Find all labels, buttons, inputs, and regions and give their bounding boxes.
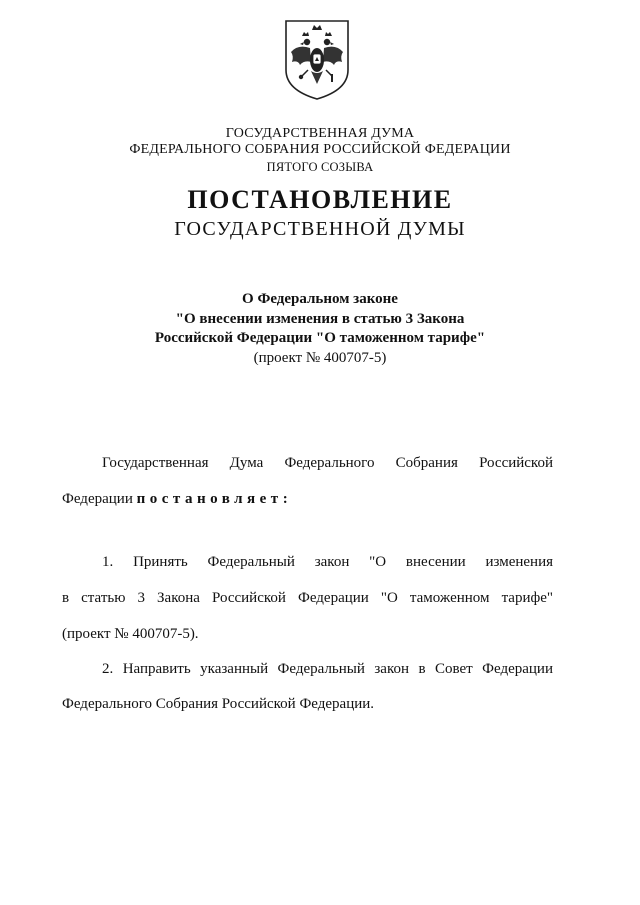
subject-line-2: "О внесении изменения в статью 3 Закона [175, 311, 465, 327]
document-title: ПОСТАНОВЛЕНИЕ [187, 185, 453, 214]
header-parliament-name: ГОСУДАРСТВЕННАЯ ДУМА [225, 126, 415, 141]
coat-of-arms-emblem [282, 18, 352, 102]
resolves-word: постановляет [136, 491, 283, 507]
item-1-line-1: 1. Принять Федеральный закон "О внесении изменения [102, 554, 553, 570]
intro-line-2-start: Федерации [62, 491, 137, 507]
bill-number: (проект № 400707-5) [253, 350, 387, 366]
item-2-line-1: 2. Направить указанный Федеральный закон в Совет Федерации [102, 661, 553, 677]
intro-line-1: Государственная Дума Федерального Собрания Российской [102, 455, 553, 471]
document-subtitle: ГОСУДАРСТВЕННОЙ ДУМЫ [174, 218, 466, 240]
item-1-line-2: в статью 3 Закона Российской Федерации "О таможенном тарифе" [62, 590, 553, 606]
resolves-colon: : [282, 491, 288, 507]
item-1-line-3: (проект № 400707-5). [62, 626, 199, 642]
item-2-line-2: Федерального Собрания Российской Федерации. [62, 696, 375, 712]
intro-line-2 [62, 489, 553, 509]
subject-line-3: Российской Федерации "О таможенном тарифе" [154, 330, 486, 346]
header-convocation: ПЯТОГО СОЗЫВА [266, 160, 374, 174]
double-headed-eagle-icon [282, 18, 352, 102]
subject-line-1: О Федеральном законе [242, 291, 398, 307]
header-federal-assembly: ФЕДЕРАЛЬНОГО СОБРАНИЯ РОССИЙСКОЙ ФЕДЕРАЦИИ [129, 142, 511, 157]
